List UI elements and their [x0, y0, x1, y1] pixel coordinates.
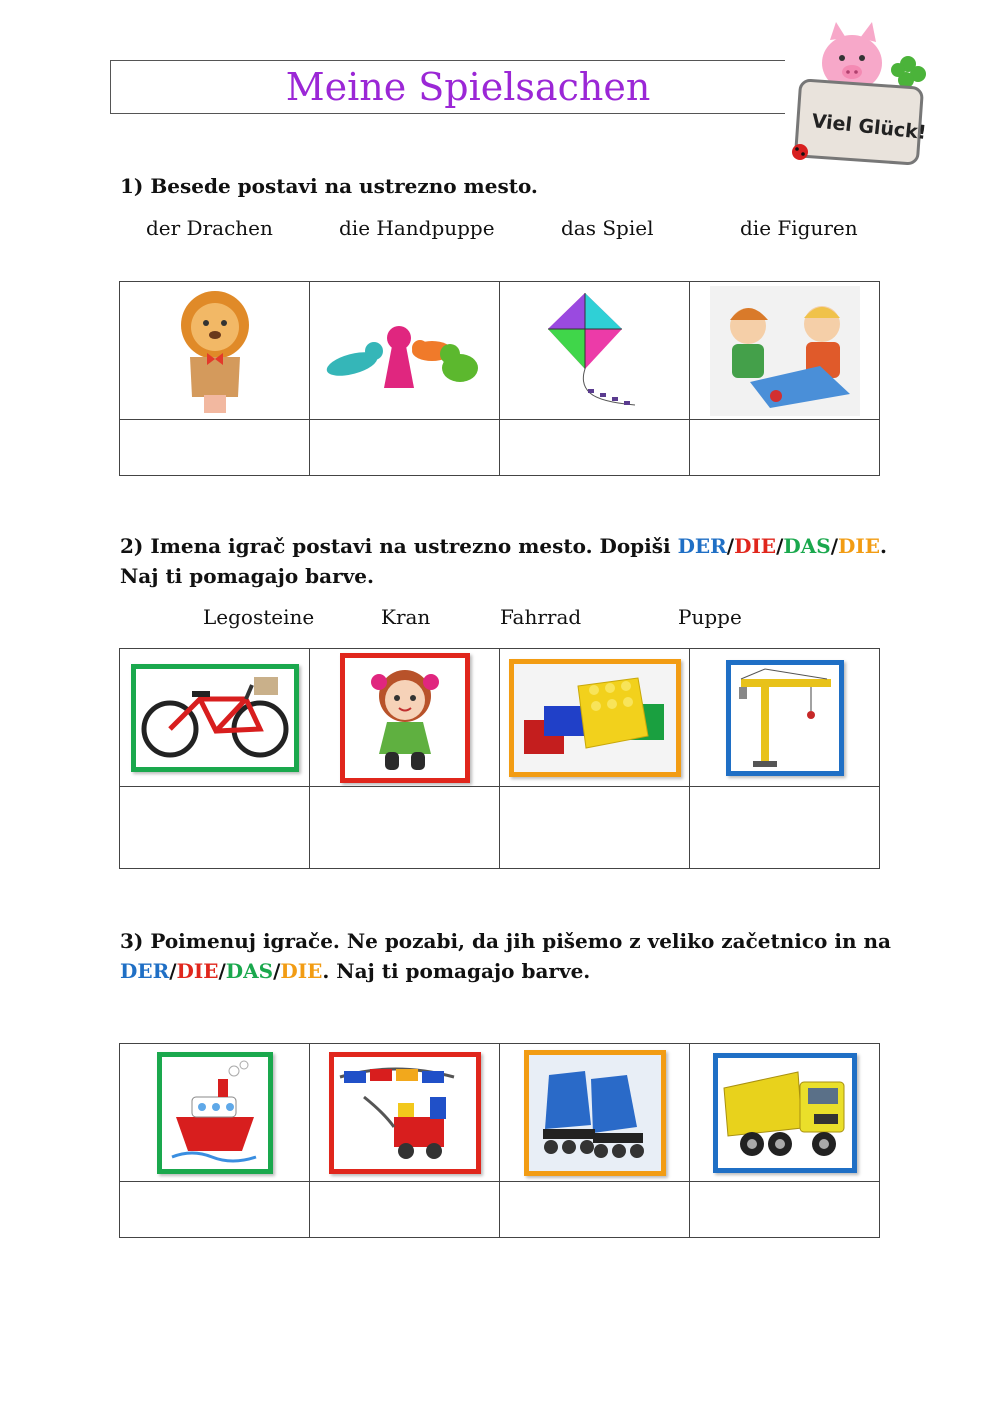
section2-heading-line2: Naj ti pomagajo barve.	[120, 564, 374, 588]
period: .	[879, 534, 887, 558]
section3-heading-tail: . Naj ti pomagajo barve.	[322, 959, 591, 983]
word-die-handpuppe[interactable]: die Handpuppe	[339, 216, 495, 240]
answer-cell[interactable]	[500, 787, 690, 869]
article-die: DIE	[176, 959, 219, 983]
section1-table	[119, 281, 880, 476]
title-box	[110, 60, 785, 114]
children-board-game-icon	[710, 286, 860, 416]
image-cell	[310, 1044, 500, 1182]
section2-heading-text: 2) Imena igrač postavi na ustrezno mesto. Dopiši	[120, 534, 678, 558]
page-title: Meine Spielsachen	[285, 65, 651, 109]
ship-icon	[157, 1052, 273, 1174]
image-cell	[310, 282, 500, 420]
image-cell	[500, 1044, 690, 1182]
answer-cell[interactable]	[120, 1182, 310, 1238]
image-cell	[120, 282, 310, 420]
answer-cell[interactable]	[690, 787, 880, 869]
answer-cell[interactable]	[120, 420, 310, 476]
answer-cell[interactable]	[500, 420, 690, 476]
article-der: DER	[120, 959, 170, 983]
answer-cell[interactable]	[310, 1182, 500, 1238]
section3-table	[119, 1043, 880, 1238]
inline-skates-icon	[524, 1050, 666, 1176]
train-icon	[329, 1052, 481, 1174]
word-der-drachen[interactable]: der Drachen	[146, 216, 273, 240]
lion-puppet-icon	[160, 287, 270, 415]
image-cell	[500, 649, 690, 787]
word-kran[interactable]: Kran	[381, 605, 431, 629]
pig-good-luck-sticker	[790, 18, 930, 168]
slash: /	[776, 534, 784, 558]
bicycle-icon	[131, 664, 299, 772]
answer-cell[interactable]	[120, 787, 310, 869]
article-die-plural: DIE	[280, 959, 323, 983]
section3-heading	[120, 926, 891, 986]
article-das: DAS	[225, 959, 274, 983]
word-fahrrad[interactable]: Fahrrad	[500, 605, 582, 629]
word-legosteine[interactable]: Legosteine	[203, 605, 315, 629]
article-die-plural: DIE	[838, 534, 880, 558]
crane-icon	[726, 660, 844, 776]
word-die-figuren[interactable]: die Figuren	[740, 216, 858, 240]
section2-table	[119, 648, 880, 869]
sticker-text: Viel Glück!	[810, 110, 928, 145]
article-die: DIE	[734, 534, 777, 558]
doll-icon	[340, 653, 470, 783]
slash: /	[218, 959, 226, 983]
answer-cell[interactable]	[310, 420, 500, 476]
image-cell	[310, 649, 500, 787]
lego-bricks-icon	[509, 659, 681, 777]
slash: /	[726, 534, 735, 558]
slash: /	[273, 959, 281, 983]
answer-cell[interactable]	[690, 420, 880, 476]
answer-cell[interactable]	[500, 1182, 690, 1238]
image-cell	[120, 1044, 310, 1182]
image-cell	[690, 282, 880, 420]
article-der: DER	[677, 534, 727, 558]
image-cell	[690, 1044, 880, 1182]
image-cell	[500, 282, 690, 420]
word-puppe[interactable]: Puppe	[678, 605, 742, 629]
word-das-spiel[interactable]: das Spiel	[561, 216, 654, 240]
answer-cell[interactable]	[310, 787, 500, 869]
slash: /	[830, 534, 838, 558]
section1-heading: 1) Besede postavi na ustrezno mesto.	[120, 174, 538, 198]
image-cell	[120, 649, 310, 787]
image-cell	[690, 649, 880, 787]
section3-heading-line1: 3) Poimenuj igrače. Ne pozabi, da jih pišemo z veliko začetnico in na	[120, 929, 891, 953]
article-das: DAS	[783, 534, 831, 558]
kite-icon	[540, 289, 650, 413]
slash: /	[169, 959, 177, 983]
answer-cell[interactable]	[690, 1182, 880, 1238]
game-figures-icon	[322, 306, 487, 396]
truck-icon	[713, 1053, 857, 1173]
section2-heading	[120, 531, 887, 591]
